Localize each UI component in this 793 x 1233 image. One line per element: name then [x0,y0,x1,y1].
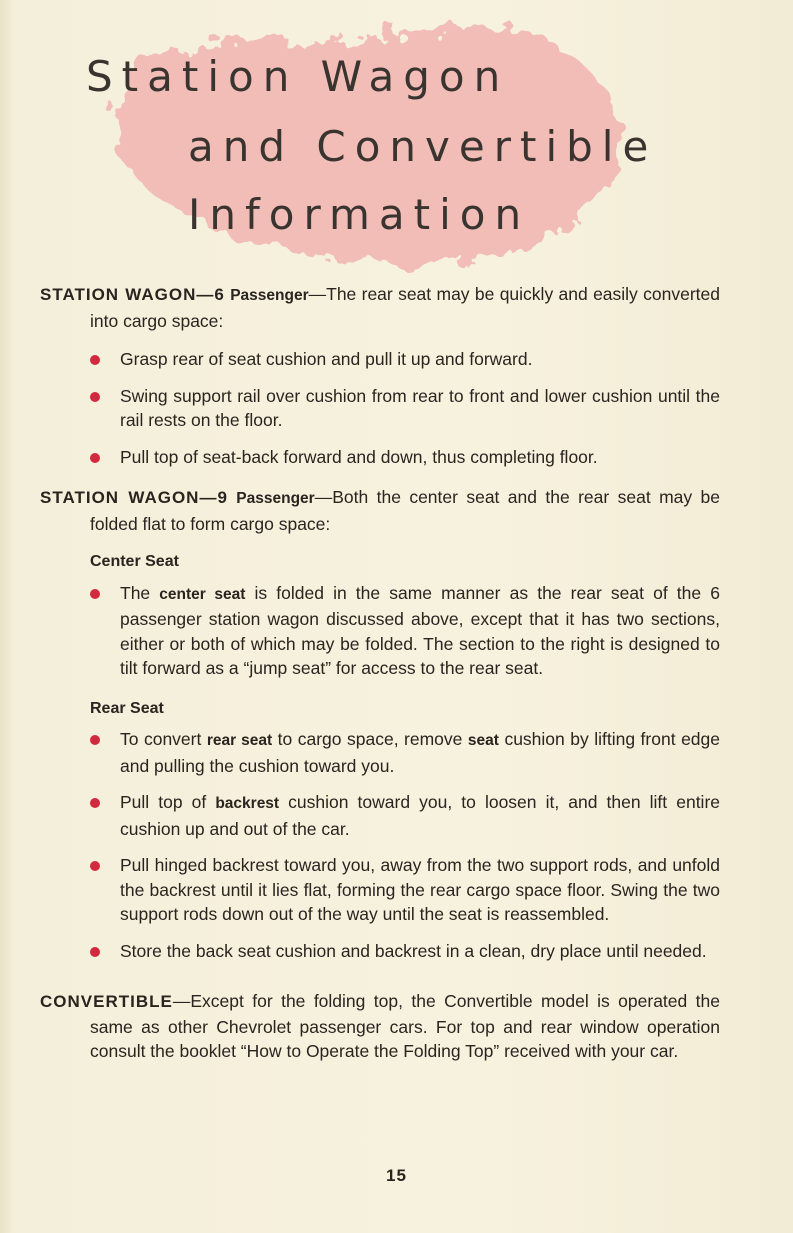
bold-term: center seat [159,585,246,603]
bold-term: seat [467,732,499,749]
title-line-2: and Convertible [188,122,658,171]
text-span: To convert [120,729,202,749]
station-wagon-9-lead: STATION WAGON—9 [40,488,228,507]
list-item [90,790,720,841]
station-wagon-6-lead-sub: Passenger [230,287,309,304]
station-wagon-9-lead-sub: Passenger [236,490,315,507]
text-span: Pull top of [120,792,207,812]
list-item: Pull hinged backrest toward you, away from the two support rods, and unfold the backrest until it lies flat, forming the rear cargo space floor. Swing the two support rods down out of the way until the seat is reassembled. [90,853,720,927]
body-content [40,282,720,1078]
list-item [90,581,720,681]
station-wagon-9-text: —Both the center seat and the rear seat may be folded flat to form cargo space: [90,487,720,534]
station-wagon-6-text: —The rear seat may be quickly and easily converted into cargo space: [90,284,720,331]
list-item: Store the back seat cushion and backrest in a clean, dry place until needed. [90,939,720,964]
rear-seat-steps [40,727,720,963]
bold-term: rear seat [206,732,273,749]
station-wagon-6-steps [40,347,720,469]
title-line-1: Station Wagon [86,52,510,101]
page-number: 15 [386,1166,407,1185]
convertible-paragraph [40,989,720,1064]
title-line-3: Information [188,190,531,239]
list-item [90,727,720,778]
convertible-text: —Except for the folding top, the Convertible model is operated the same as other Chevrolet passenger cars. For top and rear window operation consult the booklet “How to Operate the Folding Top” received with your car. [90,991,720,1061]
text-span: The [120,582,151,603]
station-wagon-6-paragraph [40,282,720,333]
station-wagon-9-paragraph [40,485,720,536]
center-seat-steps [40,581,720,681]
center-seat-heading: Center Seat [90,553,179,570]
list-item: Pull top of seat-back forward and down, thus completing floor. [90,445,720,470]
rear-seat-heading: Rear Seat [90,699,164,717]
text-span: to cargo space, remove [277,729,463,749]
station-wagon-6-lead: STATION WAGON—6 [40,285,225,304]
text-span: cushion by lifting front edge and pulling the cushion toward you. [120,729,720,776]
bold-term: backrest [215,795,280,812]
text-span: cushion toward you, to loosen it, and then lift entire cushion up and out of the car. [120,792,721,839]
list-item: Grasp rear of seat cushion and pull it up and forward. [90,347,720,372]
convertible-lead: CONVERTIBLE [40,992,173,1011]
list-item: Swing support rail over cushion from rear to front and lower cushion until the rail rests on the floor. [90,384,720,433]
text-span: is folded in the same manner as the rear seat of the 6 passenger station wagon discussed above, except that it has two sections, either or both of which may be folded. The section to the right is designed to tilt forward as a “jump seat” for access to the rear seat. [120,582,720,678]
